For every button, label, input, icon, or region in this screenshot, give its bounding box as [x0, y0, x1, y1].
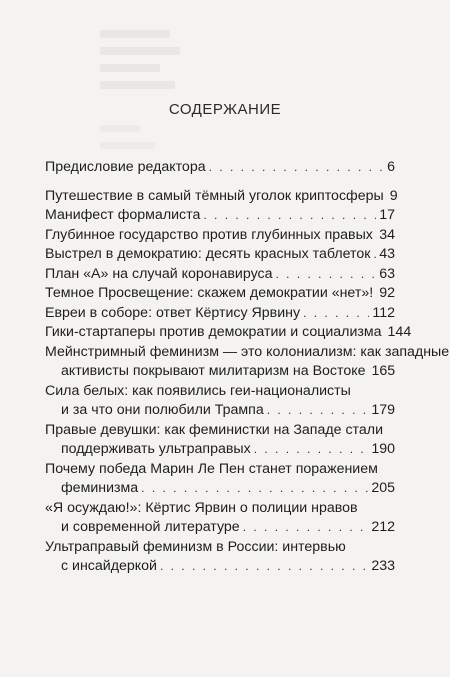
toc-entry — [45, 226, 395, 246]
toc-entry — [45, 343, 450, 382]
toc-entry-title: Сила белых: как появились геи-националисты — [45, 382, 351, 399]
page-number: 6 — [387, 159, 395, 175]
toc-entry — [45, 245, 395, 265]
bleed-through-text — [100, 30, 180, 98]
toc-entry-title: «Я осуждаю!»: Кёртис Ярвин о полиции нравов — [45, 499, 358, 516]
leader-dots — [243, 518, 369, 538]
toc-entry-title: Евреи в соборе: ответ Кёртису Ярвину — [45, 304, 301, 321]
toc-entry-title-continued: и современной литературе — [61, 519, 240, 535]
toc-entry-title-continued: и за что они полюбили Трампа — [61, 402, 264, 418]
page-number: 205 — [371, 480, 395, 496]
toc-entry-title: Почему победа Марин Ле Пен станет поражением — [45, 460, 378, 477]
toc-entry-title: Мейнстримный феминизм — это колониализм: как западные — [45, 343, 450, 360]
toc-entry-title: Гики-стартаперы против демократии и социализма — [45, 324, 382, 340]
toc-entry-title: Выстрел в демократию: десять красных таблеток — [45, 246, 371, 262]
toc-entry — [45, 206, 395, 226]
page-number: 190 — [371, 441, 395, 457]
toc-entry-title: Темное Просвещение: скажем демократии «нет»! — [45, 285, 374, 301]
toc-entry-title-continued: с инсайдеркой — [61, 558, 157, 574]
page-number: 17 — [379, 207, 395, 223]
leader-dots — [160, 557, 368, 577]
toc-entry — [45, 187, 398, 207]
toc-entry-title: Манифест формалиста — [45, 207, 201, 223]
leader-dots — [303, 304, 369, 324]
toc-entry-title: Предисловие редактора — [45, 159, 206, 175]
toc-entry-title: Ультраправый феминизм в России: интервью — [45, 538, 346, 555]
toc-entry-title: Глубинное государство против глубинных правых — [45, 226, 373, 243]
leader-dots — [267, 401, 369, 421]
toc-entry-title-continued: феминизма — [61, 480, 139, 496]
page-number: 144 — [387, 324, 412, 340]
page-number: 34 — [379, 226, 395, 243]
bleed-through-text-lower — [100, 125, 160, 159]
toc-entry — [45, 421, 395, 460]
leader-dots — [254, 440, 369, 460]
page-number: 92 — [379, 285, 395, 301]
toc-entry — [45, 265, 395, 285]
contents-heading: СОДЕРЖАНИЕ — [168, 101, 282, 118]
page-number: 212 — [371, 519, 395, 535]
page-number: 63 — [379, 265, 395, 282]
toc-entry-title: Путешествие в самый тёмный уголок криптосферы — [45, 187, 384, 204]
leader-dots — [373, 245, 376, 265]
toc-entry-title-continued: поддерживать ультраправых — [61, 441, 251, 457]
toc-entry-title-continued: активисты покрывают милитаризм на Востоке — [61, 363, 366, 379]
page-number: 43 — [379, 246, 395, 262]
toc-entry — [45, 382, 395, 421]
page-number: 165 — [371, 363, 396, 379]
toc-entry — [45, 304, 395, 324]
leader-dots — [276, 265, 377, 285]
table-of-contents — [45, 158, 450, 577]
leader-dots — [203, 206, 376, 226]
leader-dots — [141, 479, 368, 499]
leader-dots — [209, 158, 385, 178]
toc-entry — [45, 499, 395, 538]
toc-entry-title: План «А» на случай коронавируса — [45, 265, 273, 282]
page-number: 179 — [371, 402, 395, 418]
toc-entry — [45, 284, 395, 304]
page-number: 112 — [372, 304, 395, 321]
toc-entry — [45, 323, 412, 343]
toc-entry — [45, 460, 395, 499]
section-gap — [45, 178, 395, 187]
toc-entry — [45, 538, 395, 577]
toc-entry-title: Правые девушки: как феминистки на Западе стали — [45, 421, 383, 438]
page-number: 9 — [389, 187, 398, 204]
page-number: 233 — [371, 558, 395, 574]
toc-entry — [45, 158, 395, 178]
